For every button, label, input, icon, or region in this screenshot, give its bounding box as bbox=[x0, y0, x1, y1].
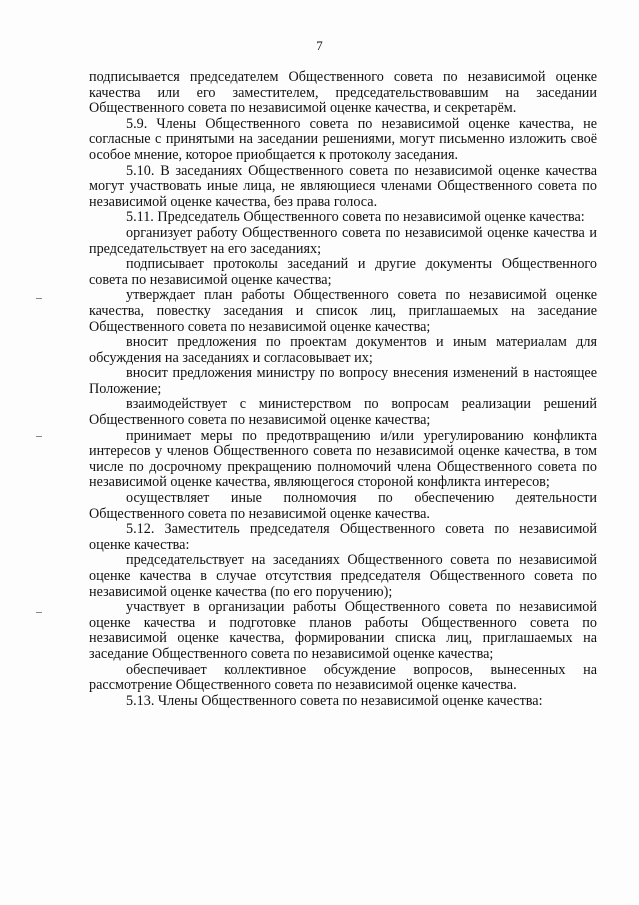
margin-mark bbox=[36, 612, 42, 613]
paragraph: подписывает протоколы заседаний и другие документы Общественного совета по независимой оценке качества; bbox=[89, 256, 597, 288]
paragraph: принимает меры по предотвращению и/или урегулированию конфликта интересов у членов Общественного совета по независимой оценке качества, в том числе по досрочному прекращению полномочий члена Общественного совета по независимой оценке качества, являющегося стороной конфликта интересов; bbox=[89, 427, 597, 491]
page-number: 7 bbox=[316, 38, 323, 53]
paragraph: 5.10. В заседаниях Общественного совета по независимой оценке качества могут участвовать иные лица, не являющиеся членами Общественного совета по независимой оценке качества, без права голоса. bbox=[89, 162, 597, 210]
paragraph: участвует в организации работы Общественного совета по независимой оценке качества и подготовке планов работы Общественного совета по независимой оценке качества, формировании списка лиц, приглашаемых на заседание Общественного совета по независимой оценке качества; bbox=[89, 599, 597, 662]
document-body bbox=[89, 70, 597, 709]
paragraph: осуществляет иные полномочия по обеспечению деятельности Общественного совета по независимой оценке качества. bbox=[89, 490, 597, 522]
paragraph: подписывается председателем Общественного совета по независимой оценке качества или его заместителем, председательствовавшим на заседании Общественного совета по независимой оценке качества, и секретарём. bbox=[89, 69, 597, 117]
paragraph: утверждает план работы Общественного совета по независимой оценке качества, повестку заседания и список лиц, приглашаемых на заседание Общественного совета по независимой оценке качества; bbox=[89, 287, 597, 335]
paragraph: 5.13. Члены Общественного совета по независимой оценке качества: bbox=[126, 692, 543, 709]
paragraph: вносит предложения министру по вопросу внесения изменений в настоящее Положение; bbox=[89, 365, 597, 397]
margin-mark bbox=[36, 436, 42, 437]
paragraph: 5.9. Члены Общественного совета по независимой оценке качества, не согласные с принятыми на заседании решениями, могут письменно изложить своё особое мнение, которое приобщается к протоколу заседания. bbox=[89, 115, 597, 163]
paragraph: взаимодействует с министерством по вопросам реализации решений Общественного совета по независимой оценке качества; bbox=[89, 396, 597, 429]
paragraph: обеспечивает коллективное обсуждение вопросов, вынесенных на рассмотрение Общественного совета по независимой оценке качества. bbox=[89, 661, 597, 694]
paragraph: председательствует на заседаниях Общественного совета по независимой оценке качества в случае отсутствия председателя Общественного совета по независимой оценке качества (по его поручению); bbox=[89, 552, 597, 600]
paragraph: вносит предложения по проектам документов и иным материалам для обсуждения на заседаниях и согласовывает их; bbox=[89, 334, 597, 366]
paragraph: 5.12. Заместитель председателя Общественного совета по независимой оценке качества: bbox=[89, 521, 597, 553]
paragraph: 5.11. Председатель Общественного совета по независимой оценке качества: bbox=[126, 209, 585, 226]
margin-mark bbox=[36, 298, 42, 299]
paragraph: организует работу Общественного совета по независимой оценке качества и председательствует на его заседаниях; bbox=[89, 224, 597, 257]
